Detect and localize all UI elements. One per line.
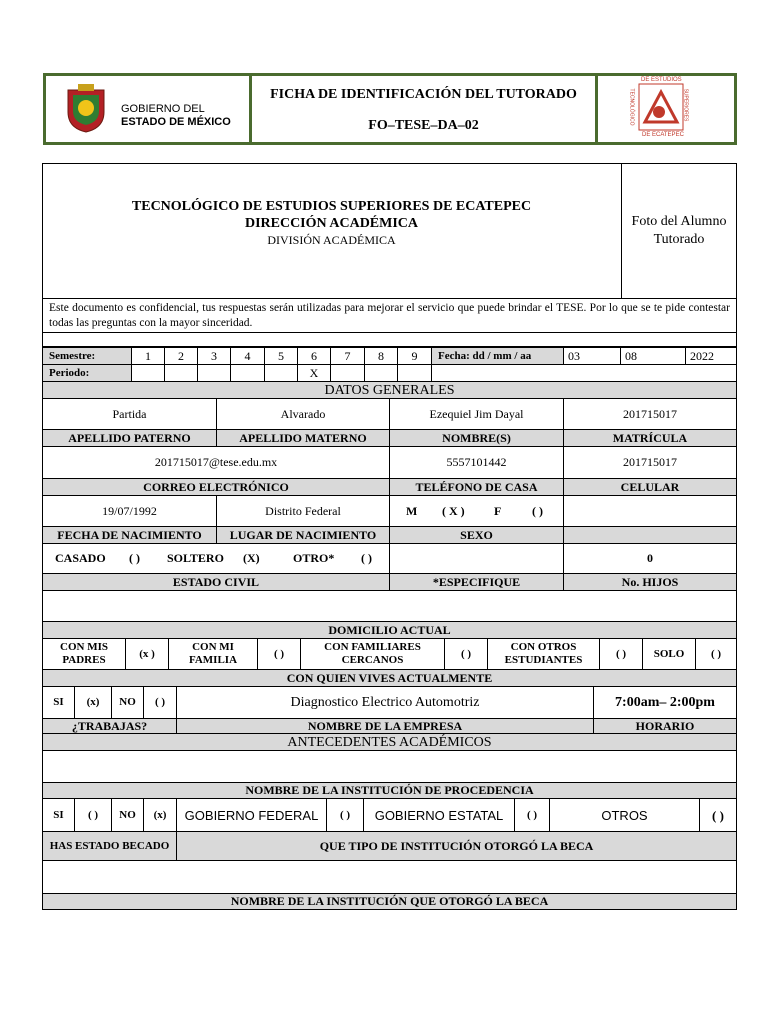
header-divider [595, 76, 598, 142]
domicilio-label: DOMICILIO ACTUAL [42, 621, 737, 639]
apellido-paterno-value[interactable]: Partida [42, 398, 217, 430]
photo-placeholder: Foto del Alumno Tutorado [631, 214, 727, 247]
con-estudiantes-checkbox[interactable]: ( ) [599, 638, 643, 670]
con-mis-padres-checkbox[interactable]: (x ) [125, 638, 169, 670]
trabaja-si-label: SI [42, 686, 75, 719]
sexo-m-label: M [406, 503, 418, 518]
period-cell[interactable] [197, 364, 231, 382]
sexo-m-checkbox[interactable]: ( X ) [442, 503, 465, 518]
becado-si-label: SI [42, 798, 75, 832]
nombre-value[interactable]: Ezequiel Jim Dayal [389, 398, 564, 430]
form-code: FO–TESE–DA–02 [368, 118, 479, 133]
fecha-nacimiento-value[interactable]: 19/07/1992 [42, 495, 217, 527]
solo-checkbox[interactable]: ( ) [695, 638, 737, 670]
gobierno-federal-label: GOBIERNO FEDERAL [176, 798, 327, 832]
con-mis-padres-label: CON MIS PADRES [42, 638, 126, 670]
trabaja-no-checkbox[interactable]: ( ) [143, 686, 177, 719]
government-label: GOBIERNO DEL ESTADO DE MÉXICO [121, 103, 231, 128]
otros-checkbox[interactable]: ( ) [699, 798, 737, 832]
con-mi-familia-checkbox[interactable]: ( ) [257, 638, 301, 670]
gobierno-estatal-label: GOBIERNO ESTATAL [363, 798, 515, 832]
tese-logo [628, 77, 705, 140]
blank-label [563, 526, 737, 544]
solo-label: SOLO [642, 638, 696, 670]
con-quien-vives-label: CON QUIEN VIVES ACTUALMENTE [42, 669, 737, 687]
period-label: Periodo: [42, 364, 132, 382]
semester-option[interactable]: 5 [264, 347, 298, 365]
otros-label: OTROS [549, 798, 700, 832]
confidential-notice: Este documento es confidencial, tus respuestas serán utilizadas para mejorar el servicio que puede brindar el TESE. Por lo que se te pide contestar todas las preguntas con la mayor sinceridad. [42, 298, 737, 333]
semester-option[interactable]: 9 [397, 347, 432, 365]
empresa-label: NOMBRE DE LA EMPRESA [176, 718, 594, 734]
semester-option[interactable]: 8 [364, 347, 398, 365]
con-familiares-checkbox[interactable]: ( ) [444, 638, 488, 670]
matricula-value[interactable]: 201715017 [563, 398, 737, 430]
trabajas-label: ¿TRABAJAS? [42, 718, 177, 734]
logo-text-bottom: DE ECATEPEC [642, 132, 684, 138]
period-cell[interactable] [230, 364, 265, 382]
semester-label: Semestre: [42, 347, 132, 365]
institucion-beca-value[interactable] [42, 860, 737, 894]
correo-value[interactable]: 201715017@tese.edu.mx [42, 446, 390, 479]
especifique-value[interactable] [389, 543, 564, 574]
lugar-nacimiento-label: LUGAR DE NACIMIENTO [216, 526, 390, 544]
semester-option[interactable]: 3 [197, 347, 231, 365]
correo-label: CORREO ELECTRÓNICO [42, 478, 390, 496]
period-cell[interactable] [330, 364, 365, 382]
gobierno-estatal-checkbox[interactable]: ( ) [514, 798, 550, 832]
con-familiares-label: CON FAMILIARES CERCANOS [300, 638, 445, 670]
soltero-label: SOLTERO [167, 551, 224, 565]
institution-name: TECNOLÓGICO DE ESTUDIOS SUPERIORES DE ECATEPEC [131, 199, 532, 214]
estado-civil-label: ESTADO CIVIL [42, 573, 390, 591]
semester-option[interactable]: 2 [164, 347, 198, 365]
blank-cell [563, 495, 737, 527]
sexo-label: SEXO [389, 526, 564, 544]
becado-si-checkbox[interactable]: ( ) [74, 798, 112, 832]
form-header [43, 73, 737, 145]
telefono-label: TELÉFONO DE CASA [389, 478, 564, 496]
becado-no-label: NO [111, 798, 144, 832]
matricula-label: MATRÍCULA [563, 429, 737, 447]
date-year[interactable]: 2022 [685, 347, 737, 365]
semester-option[interactable]: 1 [131, 347, 165, 365]
gobierno-federal-checkbox[interactable]: ( ) [326, 798, 364, 832]
period-cell[interactable] [364, 364, 398, 382]
telefono-value[interactable]: 5557101442 [389, 446, 564, 479]
celular-value[interactable]: 201715017 [563, 446, 737, 479]
institucion-procedencia-value[interactable] [42, 750, 737, 783]
casado-checkbox[interactable]: ( ) [129, 551, 140, 565]
semester-option[interactable]: 6 [297, 347, 331, 365]
spacer-row [42, 332, 737, 347]
date-label: Fecha: dd / mm / aa [431, 347, 564, 365]
semester-option[interactable]: 4 [230, 347, 265, 365]
period-cell[interactable] [164, 364, 198, 382]
sexo-f-label: F [494, 503, 502, 518]
otro-checkbox[interactable]: ( ) [361, 551, 372, 565]
semester-option[interactable]: 7 [330, 347, 365, 365]
empresa-value[interactable]: Diagnostico Electrico Automotriz [176, 686, 594, 719]
domicilio-value[interactable] [42, 590, 737, 622]
date-day[interactable]: 03 [563, 347, 621, 365]
period-cell[interactable] [131, 364, 165, 382]
casado-label: CASADO [55, 551, 106, 565]
logo-text-top: DE ESTUDIOS [641, 77, 682, 83]
trabaja-si-checkbox[interactable]: (x) [74, 686, 112, 719]
fecha-nacimiento-label: FECHA DE NACIMIENTO [42, 526, 217, 544]
photo-divider [621, 163, 622, 299]
state-coat-of-arms-icon [64, 82, 108, 134]
period-cell[interactable] [397, 364, 432, 382]
institucion-procedencia-label: NOMBRE DE LA INSTITUCIÓN DE PROCEDENCIA [42, 782, 737, 799]
becado-label: HAS ESTADO BECADO [42, 831, 177, 861]
apellido-materno-value[interactable]: Alvarado [216, 398, 390, 430]
section-antecedentes: ANTECEDENTES ACADÉMICOS [42, 733, 737, 751]
logo-text-right: SUPERIORES [682, 88, 689, 122]
apellido-materno-label: APELLIDO MATERNO [216, 429, 390, 447]
soltero-checkbox[interactable]: (X) [243, 551, 260, 565]
period-blank [431, 364, 737, 382]
sexo-f-checkbox[interactable]: ( ) [532, 503, 543, 518]
hijos-label: No. HIJOS [563, 573, 737, 591]
direction-name: DIRECCIÓN ACADÉMICA [244, 216, 419, 231]
section-datos-generales: DATOS GENERALES [42, 381, 737, 399]
horario-value[interactable]: 7:00am– 2:00pm [593, 686, 737, 719]
institucion-beca-label: NOMBRE DE LA INSTITUCIÓN QUE OTORGÓ LA BECA [42, 893, 737, 910]
period-cell-marked[interactable]: X [297, 364, 331, 382]
period-cell[interactable] [264, 364, 298, 382]
especifique-label: *ESPECIFIQUE [389, 573, 564, 591]
form-title: FICHA DE IDENTIFICACIÓN DEL TUTORADO [270, 87, 577, 102]
hijos-value[interactable]: 0 [563, 543, 737, 574]
sexo-field [389, 495, 564, 527]
otro-label: OTRO* [293, 551, 335, 565]
becado-no-checkbox[interactable]: (x) [143, 798, 177, 832]
date-month[interactable]: 08 [620, 347, 686, 365]
con-mi-familia-label: CON MI FAMILIA [168, 638, 258, 670]
apellido-paterno-label: APELLIDO PATERNO [42, 429, 217, 447]
nombre-label: NOMBRE(S) [389, 429, 564, 447]
estado-civil-field [42, 543, 390, 574]
trabaja-no-label: NO [111, 686, 144, 719]
lugar-nacimiento-value[interactable]: Distrito Federal [216, 495, 390, 527]
celular-label: CELULAR [563, 478, 737, 496]
logo-text-left: TECNOLÓGICO [628, 88, 635, 126]
division-name: DIVISIÓN ACADÉMICA [267, 233, 396, 247]
tipo-beca-label: QUE TIPO DE INSTITUCIÓN OTORGÓ LA BECA [176, 831, 737, 861]
horario-label: HORARIO [593, 718, 737, 734]
con-estudiantes-label: CON OTROS ESTUDIANTES [487, 638, 600, 670]
